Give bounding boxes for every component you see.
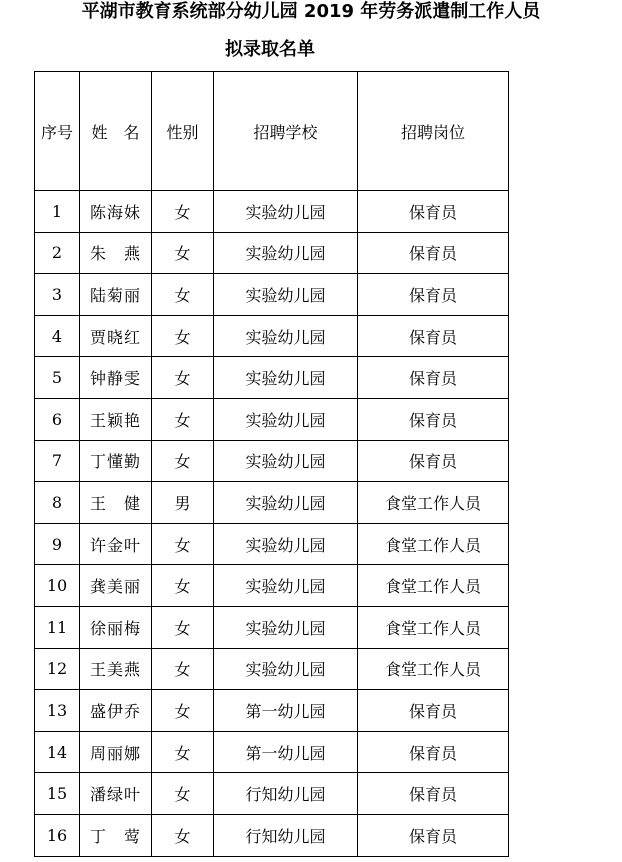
cell-post: 保育员 bbox=[358, 191, 509, 233]
table-row bbox=[35, 440, 509, 482]
header-gender: 性别 bbox=[152, 72, 214, 191]
table-row bbox=[35, 814, 509, 856]
cell-post: 食堂工作人员 bbox=[358, 482, 509, 524]
cell-post: 保育员 bbox=[358, 232, 509, 274]
cell-gender: 女 bbox=[152, 274, 214, 316]
header-serial-number: 序号 bbox=[35, 72, 80, 191]
cell-serial-number: 11 bbox=[35, 606, 80, 648]
cell-gender: 女 bbox=[152, 731, 214, 773]
cell-gender: 女 bbox=[152, 814, 214, 856]
cell-name: 钟静雯 bbox=[80, 357, 152, 399]
cell-serial-number: 2 bbox=[35, 232, 80, 274]
table-row bbox=[35, 191, 509, 233]
cell-gender: 女 bbox=[152, 440, 214, 482]
cell-school: 实验幼儿园 bbox=[214, 274, 358, 316]
cell-gender: 女 bbox=[152, 606, 214, 648]
cell-name: 陆菊丽 bbox=[80, 274, 152, 316]
cell-post: 保育员 bbox=[358, 357, 509, 399]
cell-name: 许金叶 bbox=[80, 523, 152, 565]
cell-gender: 女 bbox=[152, 357, 214, 399]
cell-serial-number: 7 bbox=[35, 440, 80, 482]
cell-post: 保育员 bbox=[358, 440, 509, 482]
header-school: 招聘学校 bbox=[214, 72, 358, 191]
cell-serial-number: 16 bbox=[35, 814, 80, 856]
cell-school: 行知幼儿园 bbox=[214, 773, 358, 815]
cell-serial-number: 4 bbox=[35, 315, 80, 357]
cell-name: 潘绿叶 bbox=[80, 773, 152, 815]
cell-post: 食堂工作人员 bbox=[358, 523, 509, 565]
cell-gender: 女 bbox=[152, 191, 214, 233]
header-row bbox=[35, 72, 509, 191]
cell-school: 实验幼儿园 bbox=[214, 606, 358, 648]
cell-serial-number: 10 bbox=[35, 565, 80, 607]
cell-serial-number: 1 bbox=[35, 191, 80, 233]
cell-school: 实验幼儿园 bbox=[214, 648, 358, 690]
cell-name: 周丽娜 bbox=[80, 731, 152, 773]
table-row bbox=[35, 565, 509, 607]
cell-serial-number: 5 bbox=[35, 357, 80, 399]
table-row bbox=[35, 606, 509, 648]
cell-post: 食堂工作人员 bbox=[358, 648, 509, 690]
document-title: 平湖市教育系统部分幼儿园 2019 年劳务派遣制工作人员 bbox=[81, 1, 541, 22]
header-name: 姓 名 bbox=[80, 72, 152, 191]
cell-post: 食堂工作人员 bbox=[358, 606, 509, 648]
cell-post: 保育员 bbox=[358, 274, 509, 316]
cell-serial-number: 6 bbox=[35, 398, 80, 440]
cell-serial-number: 3 bbox=[35, 274, 80, 316]
cell-post: 保育员 bbox=[358, 398, 509, 440]
cell-post: 食堂工作人员 bbox=[358, 565, 509, 607]
table-row bbox=[35, 315, 509, 357]
cell-school: 实验幼儿园 bbox=[214, 315, 358, 357]
table-row bbox=[35, 731, 509, 773]
cell-school: 实验幼儿园 bbox=[214, 357, 358, 399]
cell-gender: 女 bbox=[152, 648, 214, 690]
header-post: 招聘岗位 bbox=[358, 72, 509, 191]
cell-name: 丁懂勤 bbox=[80, 440, 152, 482]
cell-name: 王颖艳 bbox=[80, 398, 152, 440]
cell-school: 实验幼儿园 bbox=[214, 440, 358, 482]
cell-serial-number: 15 bbox=[35, 773, 80, 815]
table-row bbox=[35, 482, 509, 524]
cell-school: 实验幼儿园 bbox=[214, 398, 358, 440]
cell-school: 实验幼儿园 bbox=[214, 191, 358, 233]
document-subtitle: 拟录取名单 bbox=[225, 39, 315, 60]
cell-school: 实验幼儿园 bbox=[214, 523, 358, 565]
cell-name: 丁 莺 bbox=[80, 814, 152, 856]
cell-serial-number: 14 bbox=[35, 731, 80, 773]
table-row bbox=[35, 232, 509, 274]
table-row bbox=[35, 773, 509, 815]
cell-name: 贾晓红 bbox=[80, 315, 152, 357]
cell-school: 第一幼儿园 bbox=[214, 690, 358, 732]
cell-post: 保育员 bbox=[358, 814, 509, 856]
cell-serial-number: 12 bbox=[35, 648, 80, 690]
table-row bbox=[35, 274, 509, 316]
table-row bbox=[35, 398, 509, 440]
cell-school: 实验幼儿园 bbox=[214, 565, 358, 607]
cell-name: 王美燕 bbox=[80, 648, 152, 690]
cell-post: 保育员 bbox=[358, 773, 509, 815]
cell-serial-number: 8 bbox=[35, 482, 80, 524]
cell-name: 盛伊乔 bbox=[80, 690, 152, 732]
cell-name: 陈海妹 bbox=[80, 191, 152, 233]
table-row bbox=[35, 648, 509, 690]
cell-gender: 女 bbox=[152, 398, 214, 440]
cell-name: 王 健 bbox=[80, 482, 152, 524]
cell-school: 行知幼儿园 bbox=[214, 814, 358, 856]
cell-gender: 女 bbox=[152, 232, 214, 274]
cell-name: 龚美丽 bbox=[80, 565, 152, 607]
cell-serial-number: 9 bbox=[35, 523, 80, 565]
table-row bbox=[35, 357, 509, 399]
cell-name: 朱 燕 bbox=[80, 232, 152, 274]
cell-post: 保育员 bbox=[358, 315, 509, 357]
cell-gender: 女 bbox=[152, 773, 214, 815]
table-row bbox=[35, 523, 509, 565]
cell-gender: 女 bbox=[152, 315, 214, 357]
cell-gender: 男 bbox=[152, 482, 214, 524]
cell-school: 实验幼儿园 bbox=[214, 482, 358, 524]
cell-gender: 女 bbox=[152, 565, 214, 607]
cell-name: 徐丽梅 bbox=[80, 606, 152, 648]
cell-gender: 女 bbox=[152, 523, 214, 565]
cell-serial-number: 13 bbox=[35, 690, 80, 732]
table-body bbox=[35, 191, 509, 857]
cell-school: 实验幼儿园 bbox=[214, 232, 358, 274]
cell-school: 第一幼儿园 bbox=[214, 731, 358, 773]
table-row bbox=[35, 690, 509, 732]
cell-gender: 女 bbox=[152, 690, 214, 732]
roster-table bbox=[34, 71, 509, 857]
cell-post: 保育员 bbox=[358, 690, 509, 732]
table-header bbox=[35, 72, 509, 191]
cell-post: 保育员 bbox=[358, 731, 509, 773]
